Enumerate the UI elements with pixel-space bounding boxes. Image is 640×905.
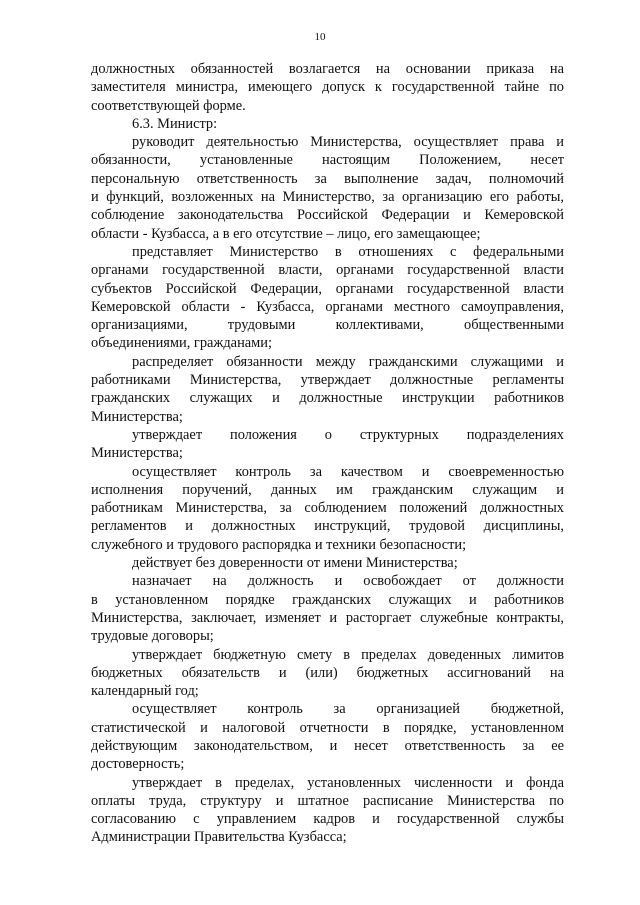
text-line: соблюдение законодательства Российской Федерации и Кемеровской [91, 207, 564, 224]
text-line: гражданских служащих и должностные инструкции работников [91, 390, 564, 407]
text-line: статистической и налоговой отчетности в порядке, установленном [91, 719, 564, 736]
text-line: служебного и трудового распорядка и техники безопасности; [91, 536, 467, 553]
text-line: регламентов и должностных инструкций, трудовой дисциплины, [91, 518, 564, 535]
text-line: Министерства; [91, 408, 183, 425]
text-line: утверждает бюджетную смету в пределах доведенных лимитов [132, 646, 564, 663]
text-line: осуществляет контроль за качеством и своевременностью [132, 463, 564, 480]
page-number: 10 [314, 31, 326, 43]
text-line: распределяет обязанности между гражданскими служащими и [132, 353, 564, 370]
text-line: Кемеровской области - Кузбасса, органами местного самоуправления, [91, 298, 564, 315]
document-body [91, 60, 564, 847]
text-line: оплаты труда, структуру и штатное расписание Министерства по [91, 792, 564, 809]
text-line: должностных обязанностей возлагается на основании приказа на [91, 61, 564, 77]
paragraph-p7 [91, 554, 564, 572]
text-line: организациями, трудовыми коллективами, общественными [91, 317, 564, 334]
text-line: Министерства, заключает, изменяет и расторгает служебные контракты, [91, 609, 564, 626]
text-line: и функций, возложенных на Министерство, за организацию его работы, [91, 189, 564, 206]
text-line: бюджетных обязательств и (или) бюджетных ассигнований на [91, 664, 564, 681]
text-line: исполнения поручений, данных им гражданским служащим и [91, 481, 564, 498]
text-line: назначает на должность и освобождает от должности [132, 573, 564, 590]
text-line: субъектов Российской Федерации, органами государственной власти [91, 280, 564, 297]
text-line: согласованию с управлением кадров и государственной службы [91, 811, 564, 828]
text-line: работникам Министерства, за соблюдением положений должностных [91, 500, 564, 517]
text-line: персональную ответственность за выполнение задач, полномочий [91, 170, 564, 187]
text-line: представляет Министерство в отношениях с федеральными [132, 243, 564, 260]
text-line: действует без доверенности от имени Министерства; [132, 555, 458, 572]
text-line: объединениями, гражданами; [91, 335, 272, 352]
paragraph-p5 [91, 426, 564, 463]
paragraph-p1 [91, 115, 564, 133]
text-line: Администрации Правительства Кузбасса; [91, 829, 347, 846]
text-line: действующим законодательством, и несет ответственность за ее [91, 737, 564, 754]
paragraph-p0 [91, 60, 564, 115]
text-line: работниками Министерства, утверждает должностные регламенты [91, 372, 564, 389]
paragraph-p2 [91, 133, 564, 243]
paragraph-p8 [91, 572, 564, 645]
paragraph-p11 [91, 774, 564, 847]
paragraph-p4 [91, 353, 564, 426]
text-line: осуществляет контроль за организацией бюджетной, [132, 701, 564, 718]
text-line: в установленном порядке гражданских служащих и работников [91, 591, 564, 608]
text-line: руководит деятельностью Министерства, осуществляет права и [132, 134, 564, 151]
text-line: органами государственной власти, органами государственной власти [91, 262, 564, 279]
text-line: заместителя министра, имеющего допуск к государственной тайне по [91, 79, 564, 96]
text-line: области - Кузбасса, а в его отсутствие – лицо, его замещающее; [91, 225, 481, 242]
text-line: обязанности, установленные настоящим Положением, несет [91, 152, 564, 169]
text-line: Министерства; [91, 445, 183, 462]
text-line: трудовые договоры; [91, 628, 214, 645]
paragraph-p3 [91, 243, 564, 353]
paragraph-p10 [91, 700, 564, 773]
text-line: утверждает в пределах, установленных численности и фонда [132, 774, 564, 791]
text-line: 6.3. Министр: [132, 115, 218, 132]
text-line: календарный год; [91, 683, 199, 700]
paragraph-p9 [91, 646, 564, 701]
text-line: утверждает положения о структурных подразделениях [132, 426, 564, 443]
text-line: соответствующей форме. [91, 97, 246, 114]
text-line: достоверность; [91, 756, 185, 773]
paragraph-p6 [91, 463, 564, 554]
